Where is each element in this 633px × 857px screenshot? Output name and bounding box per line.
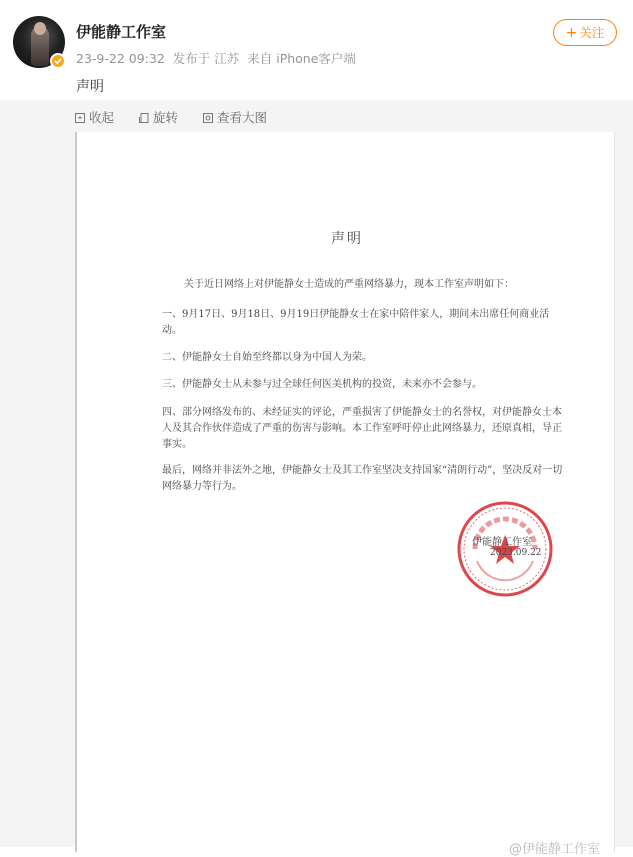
document-point-3: 三、伊能静女士从未参与过全球任何医美机构的投资，未来亦不会参与。	[162, 379, 482, 390]
document-intro: 关于近日网络上对伊能静女士造成的严重网络暴力，现本工作室声明如下：	[184, 279, 514, 290]
follow-label: 关注	[579, 25, 605, 40]
image-watermark: @伊能静工作室	[509, 842, 601, 857]
view-large-icon	[202, 112, 214, 124]
document-signature: 伊能静工作室	[472, 537, 532, 548]
collapse-icon	[74, 112, 86, 124]
statement-document[interactable]	[75, 132, 615, 852]
post-text: 声明	[76, 79, 104, 95]
document-title: 声明	[331, 231, 363, 247]
verified-badge-icon	[50, 53, 66, 69]
collapse-button[interactable]	[74, 108, 114, 126]
follow-button[interactable]	[553, 19, 617, 46]
media-toolbar	[74, 108, 287, 126]
rotate-button[interactable]	[138, 108, 178, 126]
view-large-label: 查看大图	[217, 110, 268, 125]
document-closing: 最后，网络并非法外之地，伊能静女士及其工作室坚决支持国家“清朗行动”，坚决反对一切网络暴力等行为。	[162, 465, 563, 492]
document-sign-date: 2023.09.22	[490, 548, 542, 558]
avatar-head	[34, 22, 46, 35]
view-large-button[interactable]	[202, 108, 267, 126]
post-meta	[76, 49, 360, 67]
document-point-2: 二、伊能静女士自始至终都以身为中国人为荣。	[162, 352, 372, 363]
document-point-4: 四、部分网络发布的、未经证实的评论，严重损害了伊能静女士的名誉权，对伊能静女士本人及其合作伙伴造成了严重的伤害与影响。本工作室呼吁停止此网络暴力，还原真相，导正事实。	[162, 407, 562, 450]
media-viewer	[0, 100, 633, 857]
post-date[interactable]: 23-9-22 09:32	[76, 51, 165, 66]
rotate-label: 旋转	[153, 110, 179, 125]
post-client: 来自 iPhone客户端	[247, 51, 356, 66]
user-name[interactable]: 伊能静工作室	[76, 23, 167, 41]
plus-icon: +	[565, 25, 578, 41]
rotate-icon	[138, 112, 150, 124]
document-point-1: 一、9月17日、9月18日、9月19日伊能静女士在家中陪伴家人，期间未出席任何商业活动。	[162, 309, 550, 336]
collapse-label: 收起	[89, 110, 115, 125]
post-location: 发布于 江苏	[172, 51, 240, 66]
post-header	[0, 0, 633, 100]
